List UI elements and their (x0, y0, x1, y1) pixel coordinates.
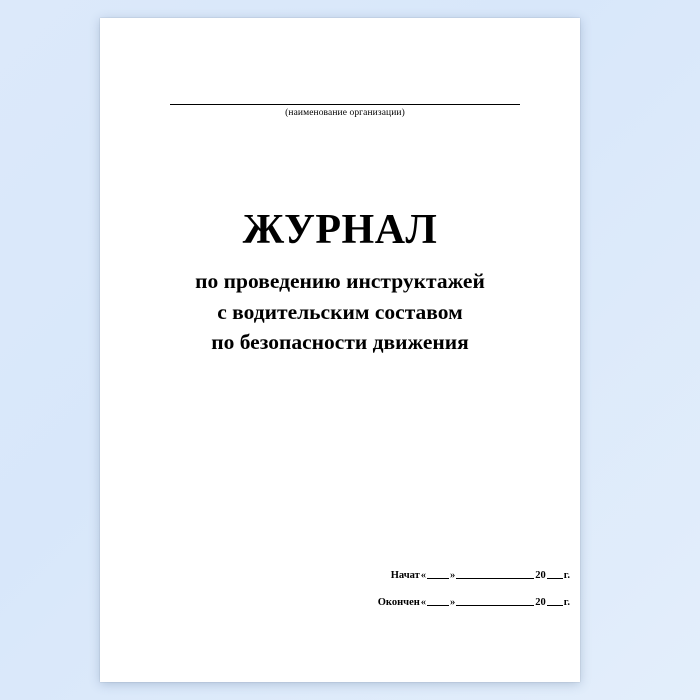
started-month-blank (456, 578, 534, 579)
finished-line (340, 597, 570, 608)
organization-name-block (170, 103, 520, 118)
finished-day-blank (427, 605, 449, 606)
document-subtitle-line-2: с водительским составом (217, 299, 463, 324)
finished-year-suffix: г. (563, 597, 570, 608)
started-year-suffix: г. (563, 570, 570, 581)
document-page (100, 18, 580, 682)
started-quote-open: « (420, 570, 427, 581)
organization-name-caption: (наименование организации) (285, 108, 405, 118)
started-label: Начат (390, 570, 420, 581)
document-subtitle (130, 266, 550, 358)
started-day-blank (427, 578, 449, 579)
organization-name-rule (170, 103, 520, 105)
started-year-blank (547, 578, 563, 579)
finished-year-blank (547, 605, 563, 606)
title-block (130, 208, 550, 358)
finished-quote-open: « (420, 597, 427, 608)
document-subtitle-line-1: по проведению инструктажей (195, 269, 485, 294)
finished-year-prefix: 20 (535, 597, 546, 608)
finished-quote-close: » (450, 597, 456, 608)
started-year-prefix: 20 (535, 570, 546, 581)
footer-block (340, 570, 570, 624)
finished-label: Окончен (377, 597, 420, 608)
finished-month-blank (456, 605, 534, 606)
document-subtitle-line-3: по безопасности движения (211, 330, 469, 355)
started-quote-close: » (450, 570, 456, 581)
document-title: ЖУРНАЛ (242, 207, 438, 253)
started-line (340, 570, 570, 581)
